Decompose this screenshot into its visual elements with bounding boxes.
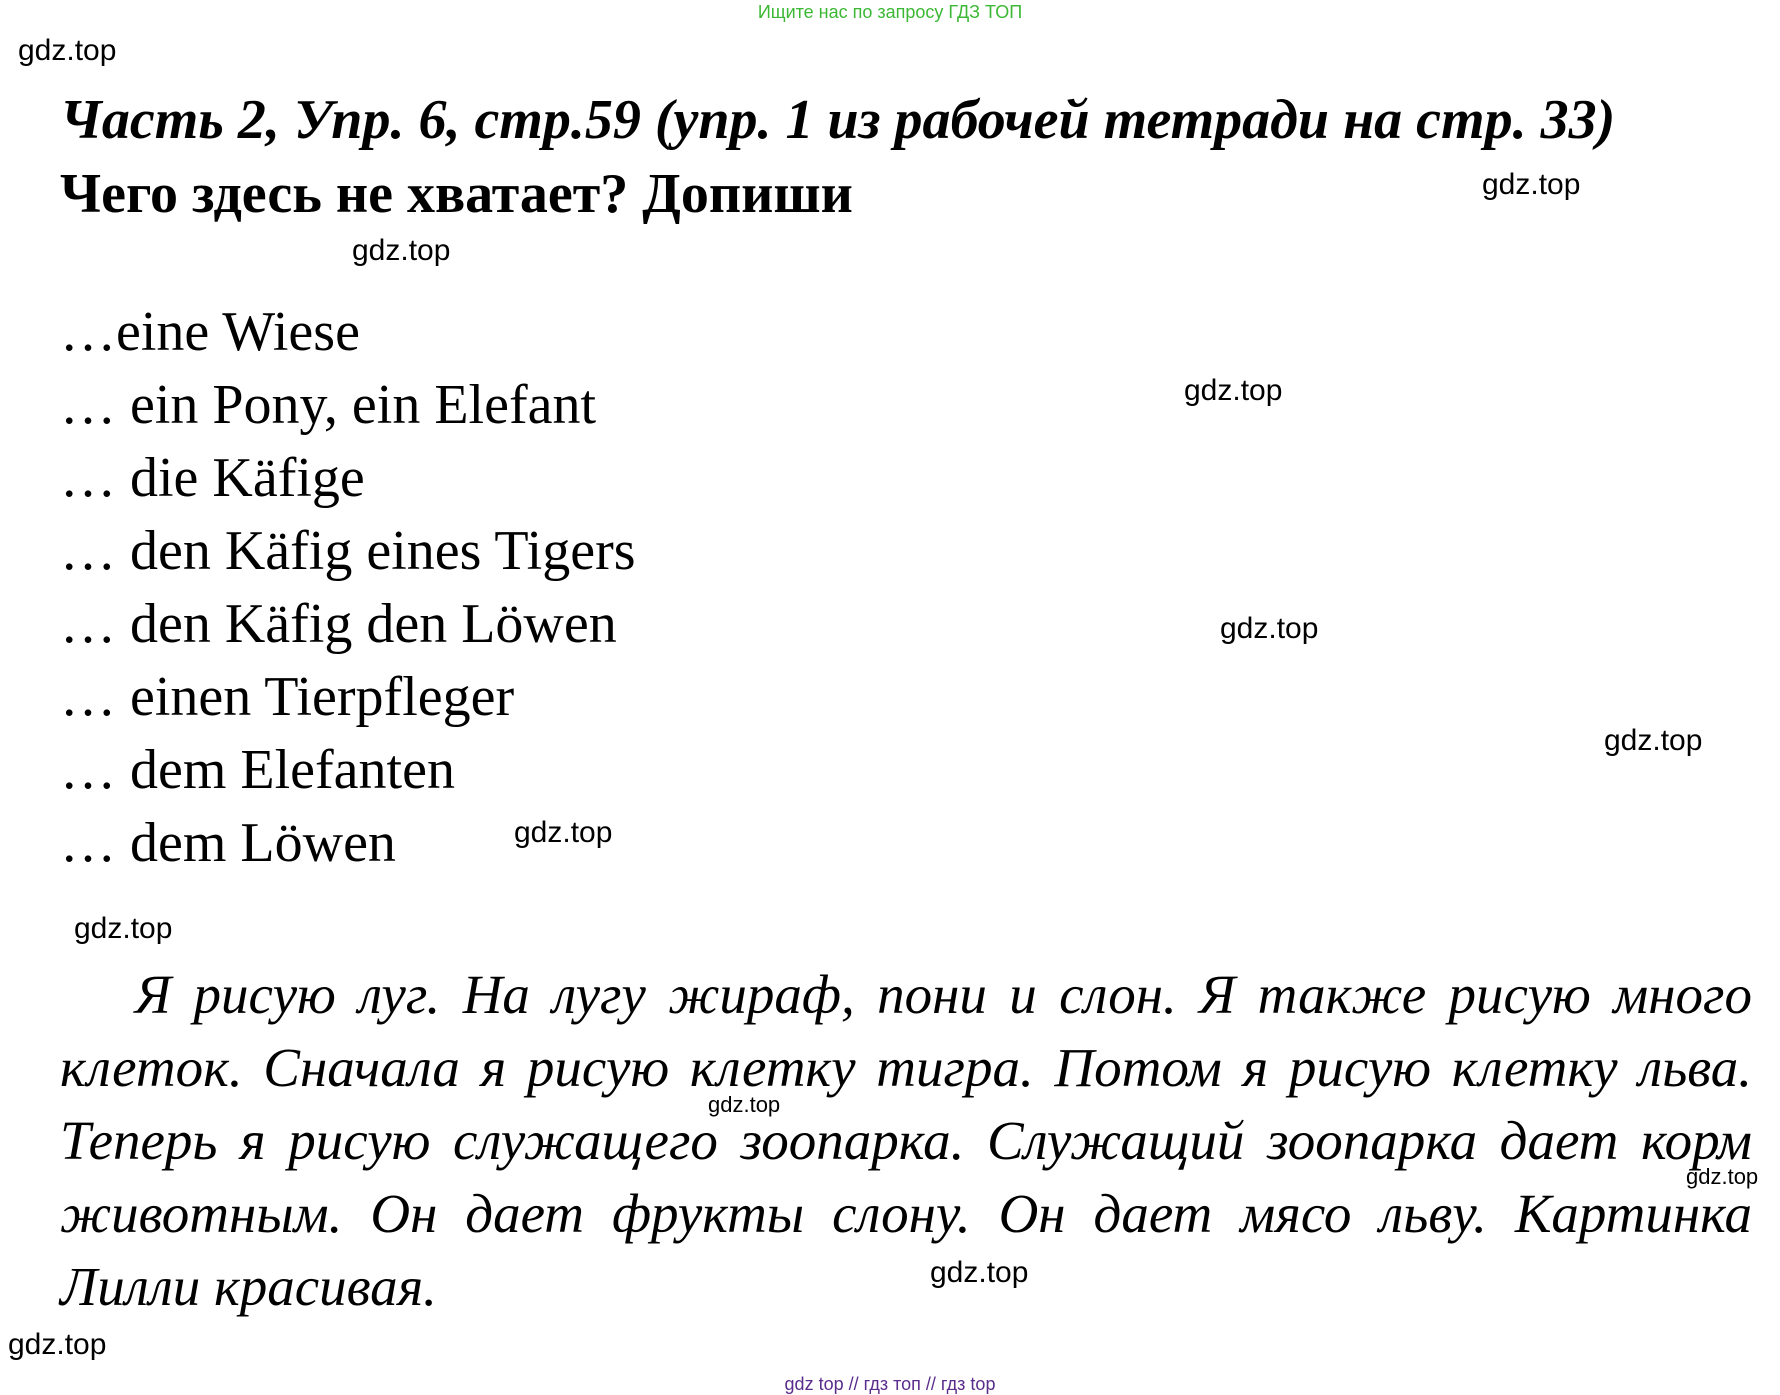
- watermark: gdz.top: [1604, 724, 1703, 757]
- exercise-line: … den Käfig den Löwen: [60, 593, 617, 655]
- exercise-line: … dem Elefanten: [60, 739, 455, 801]
- exercise-line: … dem Löwen: [60, 812, 396, 874]
- watermark: gdz.top: [74, 912, 173, 945]
- watermark: gdz.top: [930, 1256, 1029, 1289]
- translation-paragraph: Я рисую луг. На лугу жираф, пони и слон. Я также рисую много клеток. Сначала я рисую клетку тигра. Потом я рисую клетку льва. Теперь я рисую служащего зоопарка. Служащий зоопарка дает корм животным. Он дает фрукты слону. Он дает мясо льву. Картинка Лилли красивая.: [60, 964, 1752, 1317]
- watermark: gdz.top: [1686, 1164, 1759, 1189]
- exercise-lines: [60, 296, 636, 880]
- footer-links[interactable]: gdz top // гдз топ // гдз top: [784, 1374, 996, 1394]
- watermark: gdz.top: [514, 816, 613, 849]
- exercise-line: … ein Pony, ein Elefant: [60, 374, 597, 436]
- exercise-line: … einen Tierpfleger: [60, 666, 515, 728]
- exercise-line: … die Käfige: [60, 447, 365, 509]
- exercise-line: …eine Wiese: [60, 301, 360, 363]
- top-search-banner[interactable]: Ищите нас по запросу ГДЗ ТОП: [757, 2, 1023, 22]
- exercise-line: … den Käfig eines Tigers: [60, 520, 636, 582]
- watermark: gdz.top: [352, 234, 451, 267]
- exercise-title: Часть 2, Упр. 6, стр.59 (упр. 1 из рабочей тетради на стр. 33): [60, 89, 1616, 151]
- watermark: gdz.top: [8, 1328, 107, 1361]
- watermark: gdz.top: [18, 34, 117, 67]
- watermark: gdz.top: [1184, 374, 1283, 407]
- watermark: gdz.top: [1482, 168, 1581, 201]
- exercise-task: Чего здесь не хватает? Допиши: [60, 163, 853, 225]
- watermark: gdz.top: [1220, 612, 1319, 645]
- watermark: gdz.top: [708, 1092, 781, 1117]
